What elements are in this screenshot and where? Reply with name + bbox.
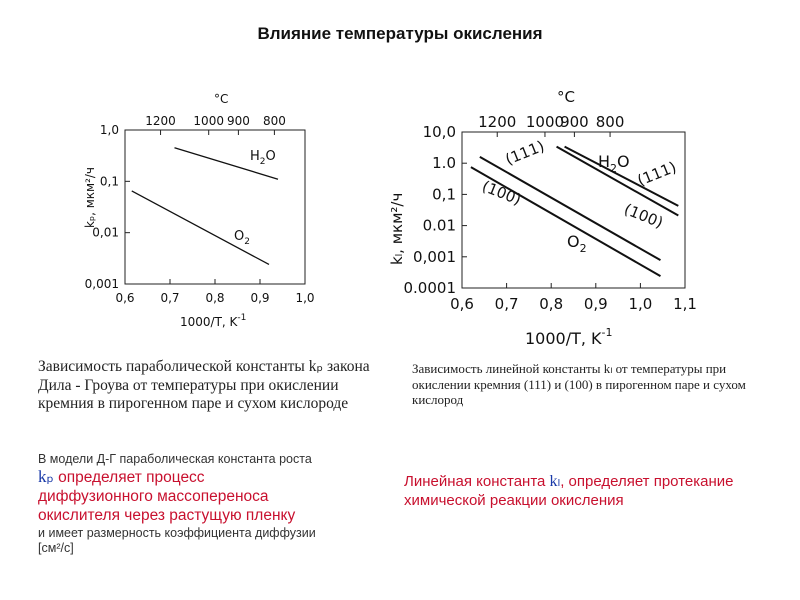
label-h2o: $H_2O$ (598, 152, 630, 175)
x-tick-label: 0,8 (205, 291, 225, 305)
label-100-o2: (100) (479, 177, 524, 209)
top-tick-label: 900 (226, 114, 250, 128)
y-axis-label: kₚ, мкм²/ч (83, 166, 97, 228)
linear-description: Линейная константа kₗ, определяет протекание химической реакции окисления (404, 473, 734, 509)
label-111-h2o: (111) (634, 157, 679, 190)
x-tick-label: 0,6 (450, 295, 474, 313)
x-tick-label: 0,7 (494, 295, 519, 313)
label-100-h2o: (100) (621, 200, 666, 232)
model-description (38, 452, 393, 556)
y-tick-label: 0.01 (422, 216, 456, 235)
series-label-o2: $O_2$ (234, 229, 250, 247)
top-tick-label: 1000 (193, 114, 224, 128)
x-tick-label: 0,6 (115, 291, 135, 305)
x-tick-label: 1,0 (628, 295, 653, 313)
x-tick-label: 0,7 (160, 291, 180, 305)
model-line-1: В модели Д-Г параболическая константа роста (38, 452, 312, 466)
caption-parabolic: Зависимость параболической константы kₚ закона Дила - Гроува от температуры при окислении кремния в пирогенном паре и сухом кислороде (38, 358, 370, 413)
top-tick-label: 1200 (478, 113, 517, 131)
label-o2: $O_2$ (567, 232, 587, 255)
top-axis-unit: °C (214, 92, 229, 106)
model-line-2: kₚ определяет процесс (38, 467, 205, 487)
top-tick-label: 800 (595, 113, 625, 131)
label-111-o2: (111) (502, 136, 547, 169)
x-tick-label: 0,9 (250, 291, 270, 305)
x-axis-label: 1000/T, $K^{-1}$ (180, 313, 247, 329)
series-label-h2o: $H_2O$ (250, 149, 276, 167)
x-tick-label: 0,9 (583, 295, 608, 313)
y-axis-label: kₗ, мкм²/ч (388, 192, 406, 265)
model-line-3: диффузионного массопереноса (38, 488, 269, 506)
y-tick-label: 0,001 (84, 277, 119, 291)
x-tick-label: 1,0 (295, 291, 315, 305)
top-tick-label: 1000 (525, 113, 565, 131)
kp-symbol: kₚ (38, 467, 54, 487)
x-tick-label: 0,8 (539, 295, 564, 313)
y-tick-label: 0,1 (99, 174, 119, 189)
x-tick-label: 1,1 (673, 295, 697, 313)
model-line-4: окислителя через растущую пленку (38, 507, 296, 525)
y-tick-label: 1,0 (99, 123, 119, 137)
y-tick-label: 1.0 (432, 154, 456, 173)
slide-title: Влияние температуры окисления (257, 24, 543, 43)
caption-linear: Зависимость линейной константы kₗ от температуры при окислении кремния (111) и (100) в пирогенном паре и сухом кислород (412, 361, 746, 408)
top-tick-label: 1200 (145, 114, 176, 128)
y-tick-label: 0,001 (413, 247, 456, 266)
top-tick-label: 900 (560, 113, 589, 131)
model-line-5: и имеет размерность коэффициента диффузии (38, 525, 316, 540)
model-line-6: [см²/с] (38, 541, 74, 556)
top-tick-label: 800 (262, 114, 286, 128)
y-tick-label: 10,0 (422, 123, 456, 141)
y-tick-label: 0,01 (92, 225, 119, 240)
y-tick-label: 0.0001 (403, 279, 456, 297)
kl-symbol: kₗ (549, 473, 561, 490)
y-tick-label: 0,1 (432, 185, 456, 204)
top-axis-unit: °C (557, 88, 575, 106)
x-axis-label: 1000/T, $K^{-1}$ (525, 326, 613, 348)
